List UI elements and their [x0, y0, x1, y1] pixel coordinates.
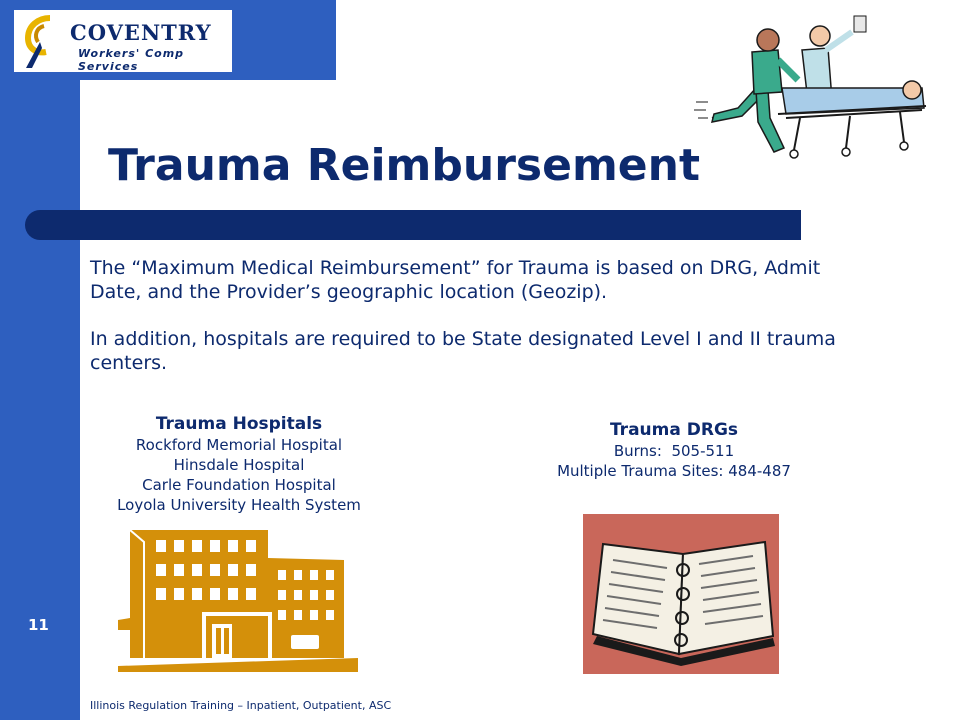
coventry-swirl-icon: [20, 12, 60, 70]
page-title: Trauma Reimbursement: [108, 140, 701, 191]
reimbursement-paragraph: The “Maximum Medical Reimbursement” for Trauma is based on DRG, Admit Date, and the Provider’s geographic location (Geozip).: [90, 257, 821, 303]
open-book-clipart: [583, 514, 779, 674]
designation-paragraph: In addition, hospitals are required to be State designated Level I and II trauma centers.: [90, 328, 836, 374]
list-item: Hinsdale Hospital: [173, 456, 305, 474]
slide-number: 11: [28, 616, 49, 634]
trauma-drgs-heading: Trauma DRGs: [609, 420, 739, 440]
corner-curve: [80, 80, 140, 140]
trauma-hospitals-list: [100, 413, 378, 515]
trauma-drgs-list: [540, 419, 808, 481]
list-item: Burns: 505-511: [613, 442, 735, 460]
list-item: Carle Foundation Hospital: [142, 476, 336, 494]
left-band: [0, 0, 80, 720]
gurney-clipart: [690, 10, 940, 170]
coventry-logo: [14, 10, 232, 72]
list-item: Loyola University Health System: [117, 496, 361, 514]
footer-text: Illinois Regulation Training – Inpatient, Outpatient, ASC: [90, 699, 392, 712]
list-item: Rockford Memorial Hospital: [135, 436, 343, 454]
title-underline-bar: [25, 210, 801, 240]
trauma-hospitals-heading: Trauma Hospitals: [155, 414, 323, 434]
logo-subtitle: Workers' Comp Services: [78, 47, 185, 73]
logo-wordmark: COVENTRY: [70, 20, 212, 45]
list-item: Multiple Trauma Sites: 484-487: [557, 462, 791, 480]
hospital-building-clipart: [118, 530, 358, 672]
